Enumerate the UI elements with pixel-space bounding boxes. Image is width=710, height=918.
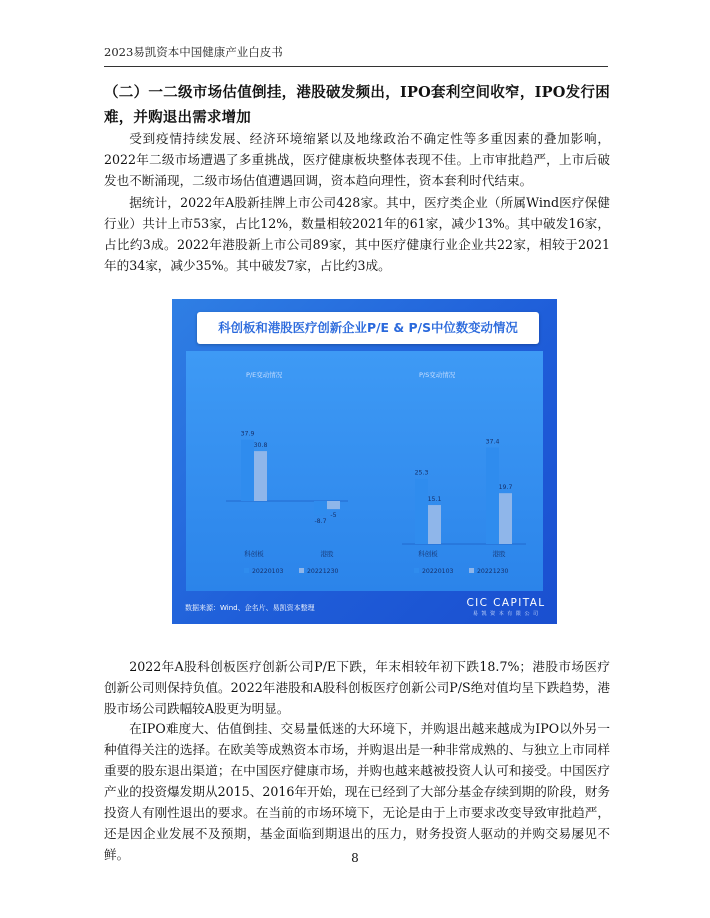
chart-category-label: 科创板: [418, 550, 438, 558]
legend-label: 20221230: [477, 568, 509, 575]
logo-subtext: 易 凯 资 本 有 限 公 司: [472, 611, 540, 617]
chart-data-label: -5: [330, 512, 337, 520]
chart-panel: [186, 351, 543, 591]
paragraph-1: 受到疫情持续发展、经济环境缩紧以及地缘政治不确定性等多重因素的叠加影响，2022年二级市场遭遇了多重挑战，医疗健康板块整体表现不佳。上市审批趋严，上市后破发也不断涌现，二级市场估值遭遇回调，资本趋向理性，资本套利时代结束。: [104, 131, 610, 188]
legend-label: 20220103: [252, 568, 284, 575]
paragraph-4: 在IPO难度大、估值倒挂、交易量低迷的大环境下，并购退出越来越成为IPO以外另一种值得关注的选择。在欧美等成熟资本市场，并购退出是一种非常成熟的、与独立上市同样重要的股东退出渠道；在中国医疗健康市场，并购也越来越被投资人认可和接受。中国医疗产业的投资爆发期从2015、2016年开始，现在已经到了大部分基金存续到期的阶段，财务投资人有刚性退出的要求。在当前的市场环境下，无论是由于上市要求改变导致审批趋严，还是因企业发展不及预期，基金面临到期退出的压力，财务投资人驱动的并购交易屡见不鲜。: [104, 721, 610, 862]
legend-swatch: [414, 568, 419, 573]
chart-bar: [499, 493, 512, 544]
chart-data-label: 25.3: [414, 469, 429, 477]
chart-bar: [254, 451, 267, 501]
chart-bar: [415, 479, 428, 544]
chart-bar: [314, 501, 327, 515]
chart-data-label: 30.8: [253, 442, 268, 450]
chart-data-label: 19.7: [498, 484, 513, 492]
section-heading: （二）一二级市场估值倒挂，港股破发频出，IPO套利空间收窄，IPO发行困难，并购退出需求增加: [104, 84, 610, 126]
chart-category-label: 港股: [492, 550, 506, 558]
legend-label: 20220103: [422, 568, 454, 575]
chart-data-label: 37.4: [485, 438, 500, 446]
chart-svg: [186, 351, 543, 591]
logo-text: CIC CAPITAL: [466, 597, 546, 609]
chart-bar: [428, 505, 441, 544]
legend-swatch: [299, 568, 304, 573]
chart-subtitle: P/S变动情况: [419, 371, 456, 379]
chart-subtitle: P/E变动情况: [246, 371, 283, 379]
chart-category-label: 港股: [320, 550, 334, 558]
paragraph-2: 据统计，2022年A股新挂牌上市公司428家。其中，医疗类企业（所属Wind医疗保健行业）共计上市53家，占比12%，数量相较2021年的61家，减少13%。其中破发16家，占比约3成。2022年港股新上市公司89家，其中医疗健康行业企业共22家，相较于2021年的34家，减少35%。其中破发7家，占比约3成。: [104, 195, 610, 273]
chart-bar: [486, 448, 499, 544]
chart-data-label: 15.1: [427, 496, 442, 504]
document-header: 2023易凯资本中国健康产业白皮书: [104, 45, 283, 59]
legend-swatch: [469, 568, 474, 573]
chart-figure: [172, 299, 557, 624]
header-rule: [104, 66, 608, 67]
chart-data-label: -8.7: [314, 518, 327, 526]
cic-capital-logo: [465, 597, 547, 623]
chart-bar: [241, 440, 254, 501]
page-number: 8: [351, 851, 359, 865]
chart-data-label: 37.9: [240, 430, 255, 438]
chart-main-title: 科创板和港股医疗创新企业P/E & P/S中位数变动情况: [218, 320, 518, 335]
data-source-note: 数据来源：Wind、企名片、易凯资本整理: [185, 604, 315, 612]
chart-bar: [327, 501, 340, 509]
legend-label: 20221230: [307, 568, 339, 575]
legend-swatch: [244, 568, 249, 573]
chart-title-banner: [197, 312, 539, 344]
chart-category-label: 科创板: [244, 550, 264, 558]
paragraph-3: 2022年A股科创板医疗创新公司P/E下跌，年末相较年初下跌18.7%；港股市场医疗创新公司则保持负值。2022年港股和A股科创板医疗创新公司P/S绝对值均呈下跌趋势，港股市场公司跌幅较A股更为明显。: [104, 659, 610, 716]
